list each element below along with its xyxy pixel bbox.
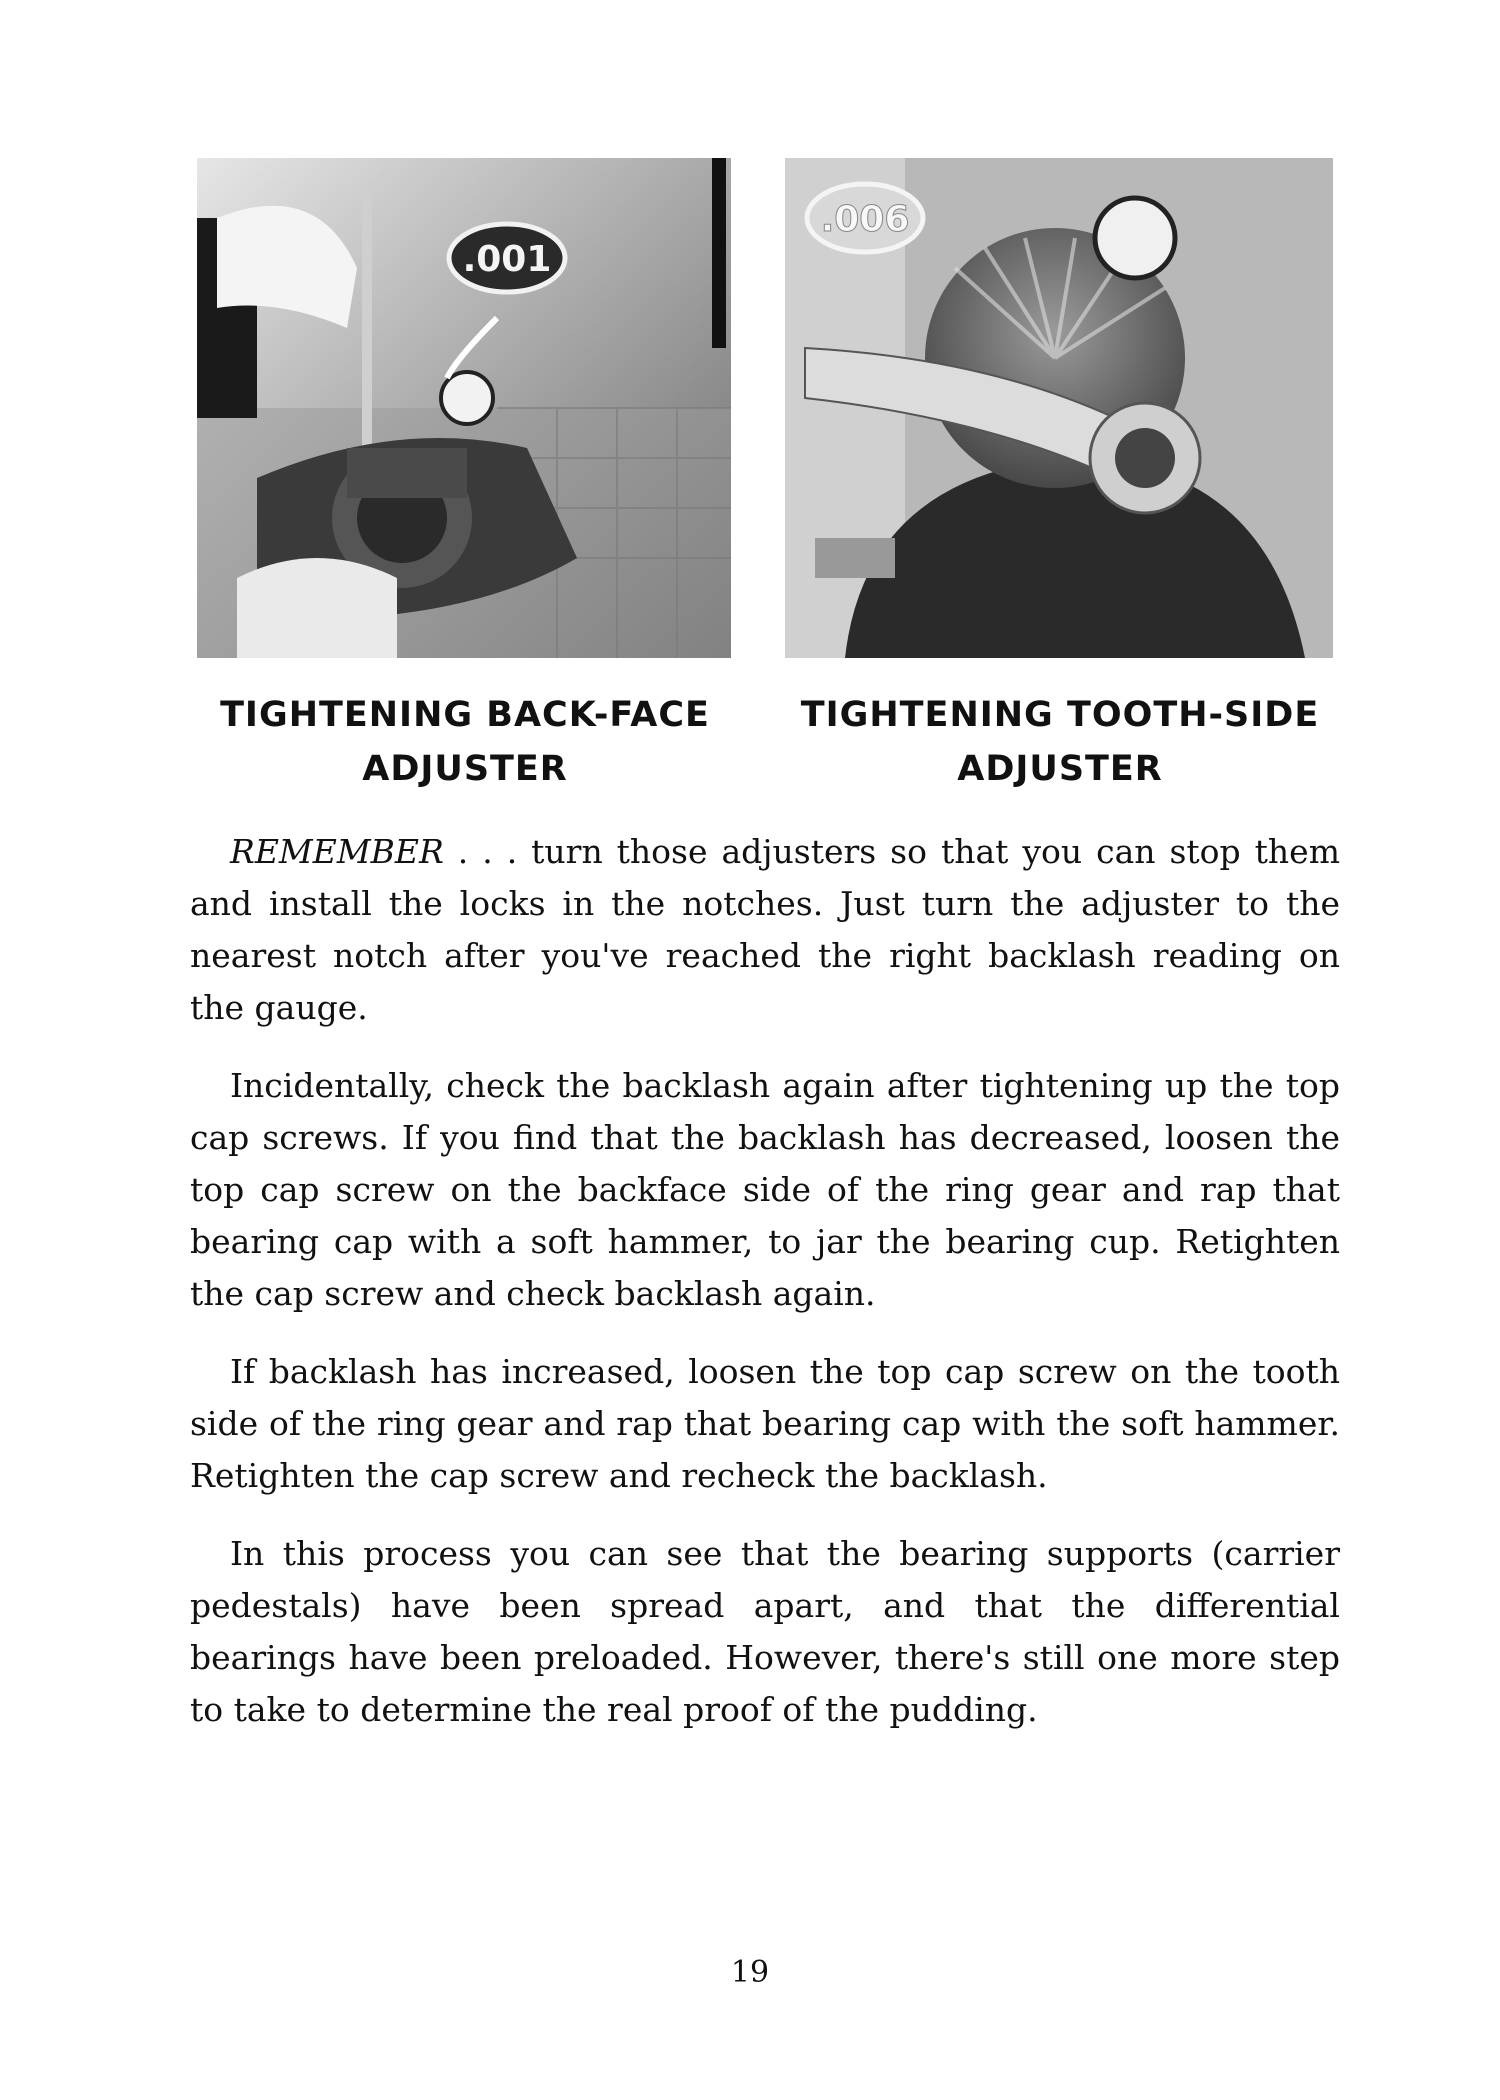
paragraph-increased (190, 1346, 1340, 1502)
paragraph-lead-remember: REMEMBER (230, 832, 444, 871)
page-number: 19 (730, 1955, 770, 1990)
paragraph-remember (190, 826, 1340, 1034)
paragraph-text: Incidentally, check the backlash again after tightening up the top cap screws. If you find that the backlash has decreased, loosen the top cap screw on the backface side of the ring gear and rap that bearing cap with a soft hammer, to jar the bearing cup. Retighten the cap screw and check backlash again. (190, 1066, 1340, 1313)
paragraph-text: . . . turn those adjusters so that you can stop them and install the locks in the notches. Just turn the adjuster to the nearest notch after you've reached the right backlash reading on the gauge. (190, 832, 1340, 1027)
caption-right-line2: ADJUSTER (957, 749, 1163, 789)
caption-left-line1: TIGHTENING BACK-FACE (220, 695, 710, 735)
photo-back-face-illustration (197, 158, 731, 658)
caption-left-line2: ADJUSTER (362, 749, 568, 789)
paragraph-process (190, 1528, 1340, 1736)
paragraph-incidentally (190, 1060, 1340, 1320)
gauge-reading-left: .001 (462, 239, 552, 280)
caption-back-face-adjuster (190, 688, 740, 796)
paragraph-text: In this process you can see that the bearing supports (carrier pedestals) have been spread apart, and that the differential bearings have been preloaded. However, there's still one more step to take to determine the real proof of the pudding. (190, 1534, 1340, 1729)
caption-right-line1: TIGHTENING TOOTH-SIDE (800, 695, 1320, 735)
body-text (190, 826, 1340, 1762)
photo-back-face-adjuster (197, 158, 731, 658)
photo-tooth-side-illustration (785, 158, 1333, 658)
photo-tooth-side-adjuster (785, 158, 1333, 658)
gauge-reading-right: .006 (820, 199, 910, 240)
paragraph-text: If backlash has increased, loosen the top cap screw on the tooth side of the ring gear and rap that bearing cap with the soft hammer. Retighten the cap screw and recheck the backlash. (190, 1352, 1340, 1495)
caption-tooth-side-adjuster (780, 688, 1340, 796)
